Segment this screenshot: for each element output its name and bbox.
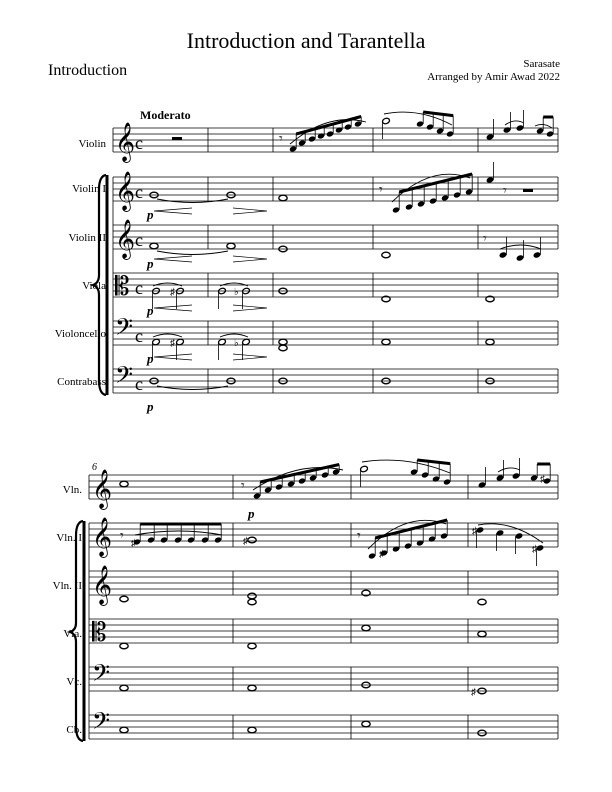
time-signature: c [135, 374, 143, 394]
treble-clef: 𝄞 [92, 471, 113, 508]
quarter-note [478, 481, 487, 488]
crescendo-hairpin [154, 208, 192, 214]
sharp-sign: ♯ [472, 526, 477, 537]
whole-note [120, 643, 128, 649]
half-rest [172, 137, 182, 140]
quarter-note [516, 254, 525, 261]
flat-sign: ♭ [234, 338, 239, 349]
dynamic-p: p [147, 256, 154, 271]
alto-clef: 𝄡 [92, 618, 107, 647]
eighth-rest: 𝄾 [357, 529, 361, 544]
slur [220, 334, 248, 337]
slur [505, 121, 524, 125]
sharp-sign: ♯ [170, 287, 175, 298]
note-beam [417, 460, 450, 464]
whole-note [150, 243, 158, 249]
label-vln: Vln. [62, 484, 82, 496]
half-note [360, 465, 369, 472]
eighth-rest: 𝄾 [483, 232, 487, 247]
quarter-note [486, 133, 495, 140]
tie [157, 251, 228, 255]
whole-note [382, 252, 390, 258]
arranger: Arranged by Amir Awad 2022 [427, 71, 560, 83]
label-violoncello: Violoncello [54, 328, 106, 340]
slur [253, 468, 343, 491]
movement-title: Introduction [48, 62, 128, 79]
whole-note [248, 537, 256, 543]
quarter-note [512, 472, 521, 479]
time-signature: c [135, 182, 143, 202]
score-title: Introduction and Tarantella [186, 28, 426, 53]
slur [153, 334, 182, 337]
alto-clef: 𝄡 [115, 272, 130, 301]
label-vln-1: Vln. I [56, 532, 82, 544]
eighth-rest: 𝄾 [503, 184, 507, 199]
whole-note [120, 481, 128, 487]
quarter-note [496, 529, 505, 536]
whole-note [279, 345, 287, 351]
label-violin: Violin [78, 138, 106, 150]
treble-clef: 𝄞 [115, 173, 136, 210]
treble-clef: 𝄞 [92, 519, 113, 556]
quarter-note [486, 176, 495, 183]
dynamic-p: p [147, 303, 154, 318]
tie [157, 386, 228, 390]
quarter-note [496, 474, 505, 481]
label-contrabass: Contrabass [57, 376, 106, 388]
quarter-note [499, 251, 508, 258]
time-signature: c [135, 133, 143, 153]
sharp-sign: ♯ [379, 549, 384, 560]
quarter-note [533, 251, 542, 258]
whole-note [362, 625, 370, 631]
whole-note [248, 593, 256, 599]
treble-clef: 𝄞 [115, 221, 136, 258]
flat-sign: ♭ [234, 287, 239, 298]
quarter-note [503, 126, 512, 133]
bass-clef: 𝄢 [115, 363, 134, 394]
quarter-note [476, 526, 485, 533]
whole-note [120, 596, 128, 602]
dynamic-p: p [147, 399, 154, 414]
whole-note [279, 339, 287, 345]
sharp-sign: ♯ [170, 338, 175, 349]
whole-note [486, 339, 494, 345]
whole-note [478, 631, 486, 637]
half-note [218, 338, 227, 345]
sharp-sign: ♯ [243, 536, 248, 547]
slur [478, 524, 543, 543]
whole-note [248, 685, 256, 691]
decrescendo-hairpin [233, 354, 267, 360]
sharp-sign: ♯ [532, 544, 537, 555]
whole-note [382, 339, 390, 345]
treble-clef: 𝄞 [92, 567, 113, 604]
eighth-rest: 𝄾 [241, 479, 245, 494]
sharp-sign: ♯ [131, 538, 136, 549]
eighth-rest: 𝄾 [120, 529, 124, 544]
crescendo-hairpin [154, 305, 192, 311]
sharp-sign: ♯ [471, 687, 476, 698]
slur [220, 283, 248, 286]
half-rest [523, 189, 533, 192]
slur [498, 468, 520, 472]
quarter-note [536, 544, 545, 551]
decrescendo-hairpin [233, 256, 267, 262]
whole-note [120, 727, 128, 733]
quarter-note [516, 124, 525, 131]
time-signature: c [135, 278, 143, 298]
time-signatures [135, 133, 143, 394]
whole-note [478, 599, 486, 605]
label-violin-1: Violin I [72, 183, 106, 195]
label-viola: Viola [82, 280, 106, 292]
quarter-note [515, 532, 524, 539]
sharp-sign: ♯ [540, 474, 545, 485]
half-note [382, 117, 391, 124]
half-note [242, 338, 251, 345]
crescendo-hairpin [154, 354, 192, 360]
dynamic-p: p [147, 207, 154, 222]
dynamic-p: p [147, 351, 154, 366]
half-note [176, 338, 185, 345]
composer: Sarasate [523, 58, 560, 70]
label-violin-2: Violin II [68, 232, 106, 244]
decrescendo-hairpin [233, 305, 267, 311]
measure-number: 6 [92, 462, 97, 473]
treble-clef: 𝄞 [115, 124, 136, 161]
whole-note [248, 599, 256, 605]
crescendo-hairpin [154, 256, 192, 262]
eighth-rest: 𝄾 [379, 183, 383, 198]
label-cb: Cb. [66, 724, 82, 736]
half-note [152, 338, 161, 345]
whole-note [248, 643, 256, 649]
time-signature: c [135, 230, 143, 250]
eighth-rest: 𝄾 [279, 132, 283, 147]
whole-note [362, 721, 370, 727]
whole-note [279, 195, 287, 201]
tempo-marking: Moderato [140, 108, 191, 122]
whole-note [248, 727, 256, 733]
dynamic-p: p [248, 506, 255, 521]
time-signature: c [135, 326, 143, 346]
bass-clef: 𝄢 [92, 709, 111, 740]
decrescendo-hairpin [233, 208, 267, 214]
label-vc: Vc. [66, 676, 82, 688]
bass-clef: 𝄢 [115, 315, 134, 346]
slur [153, 283, 182, 286]
whole-note [227, 243, 235, 249]
label-vln-2: Vln. II [52, 580, 82, 592]
staves-and-notes [70, 110, 558, 741]
label-vla: Vla. [63, 628, 82, 640]
slur [135, 531, 222, 535]
whole-note [120, 685, 128, 691]
bass-clef: 𝄢 [92, 661, 111, 692]
